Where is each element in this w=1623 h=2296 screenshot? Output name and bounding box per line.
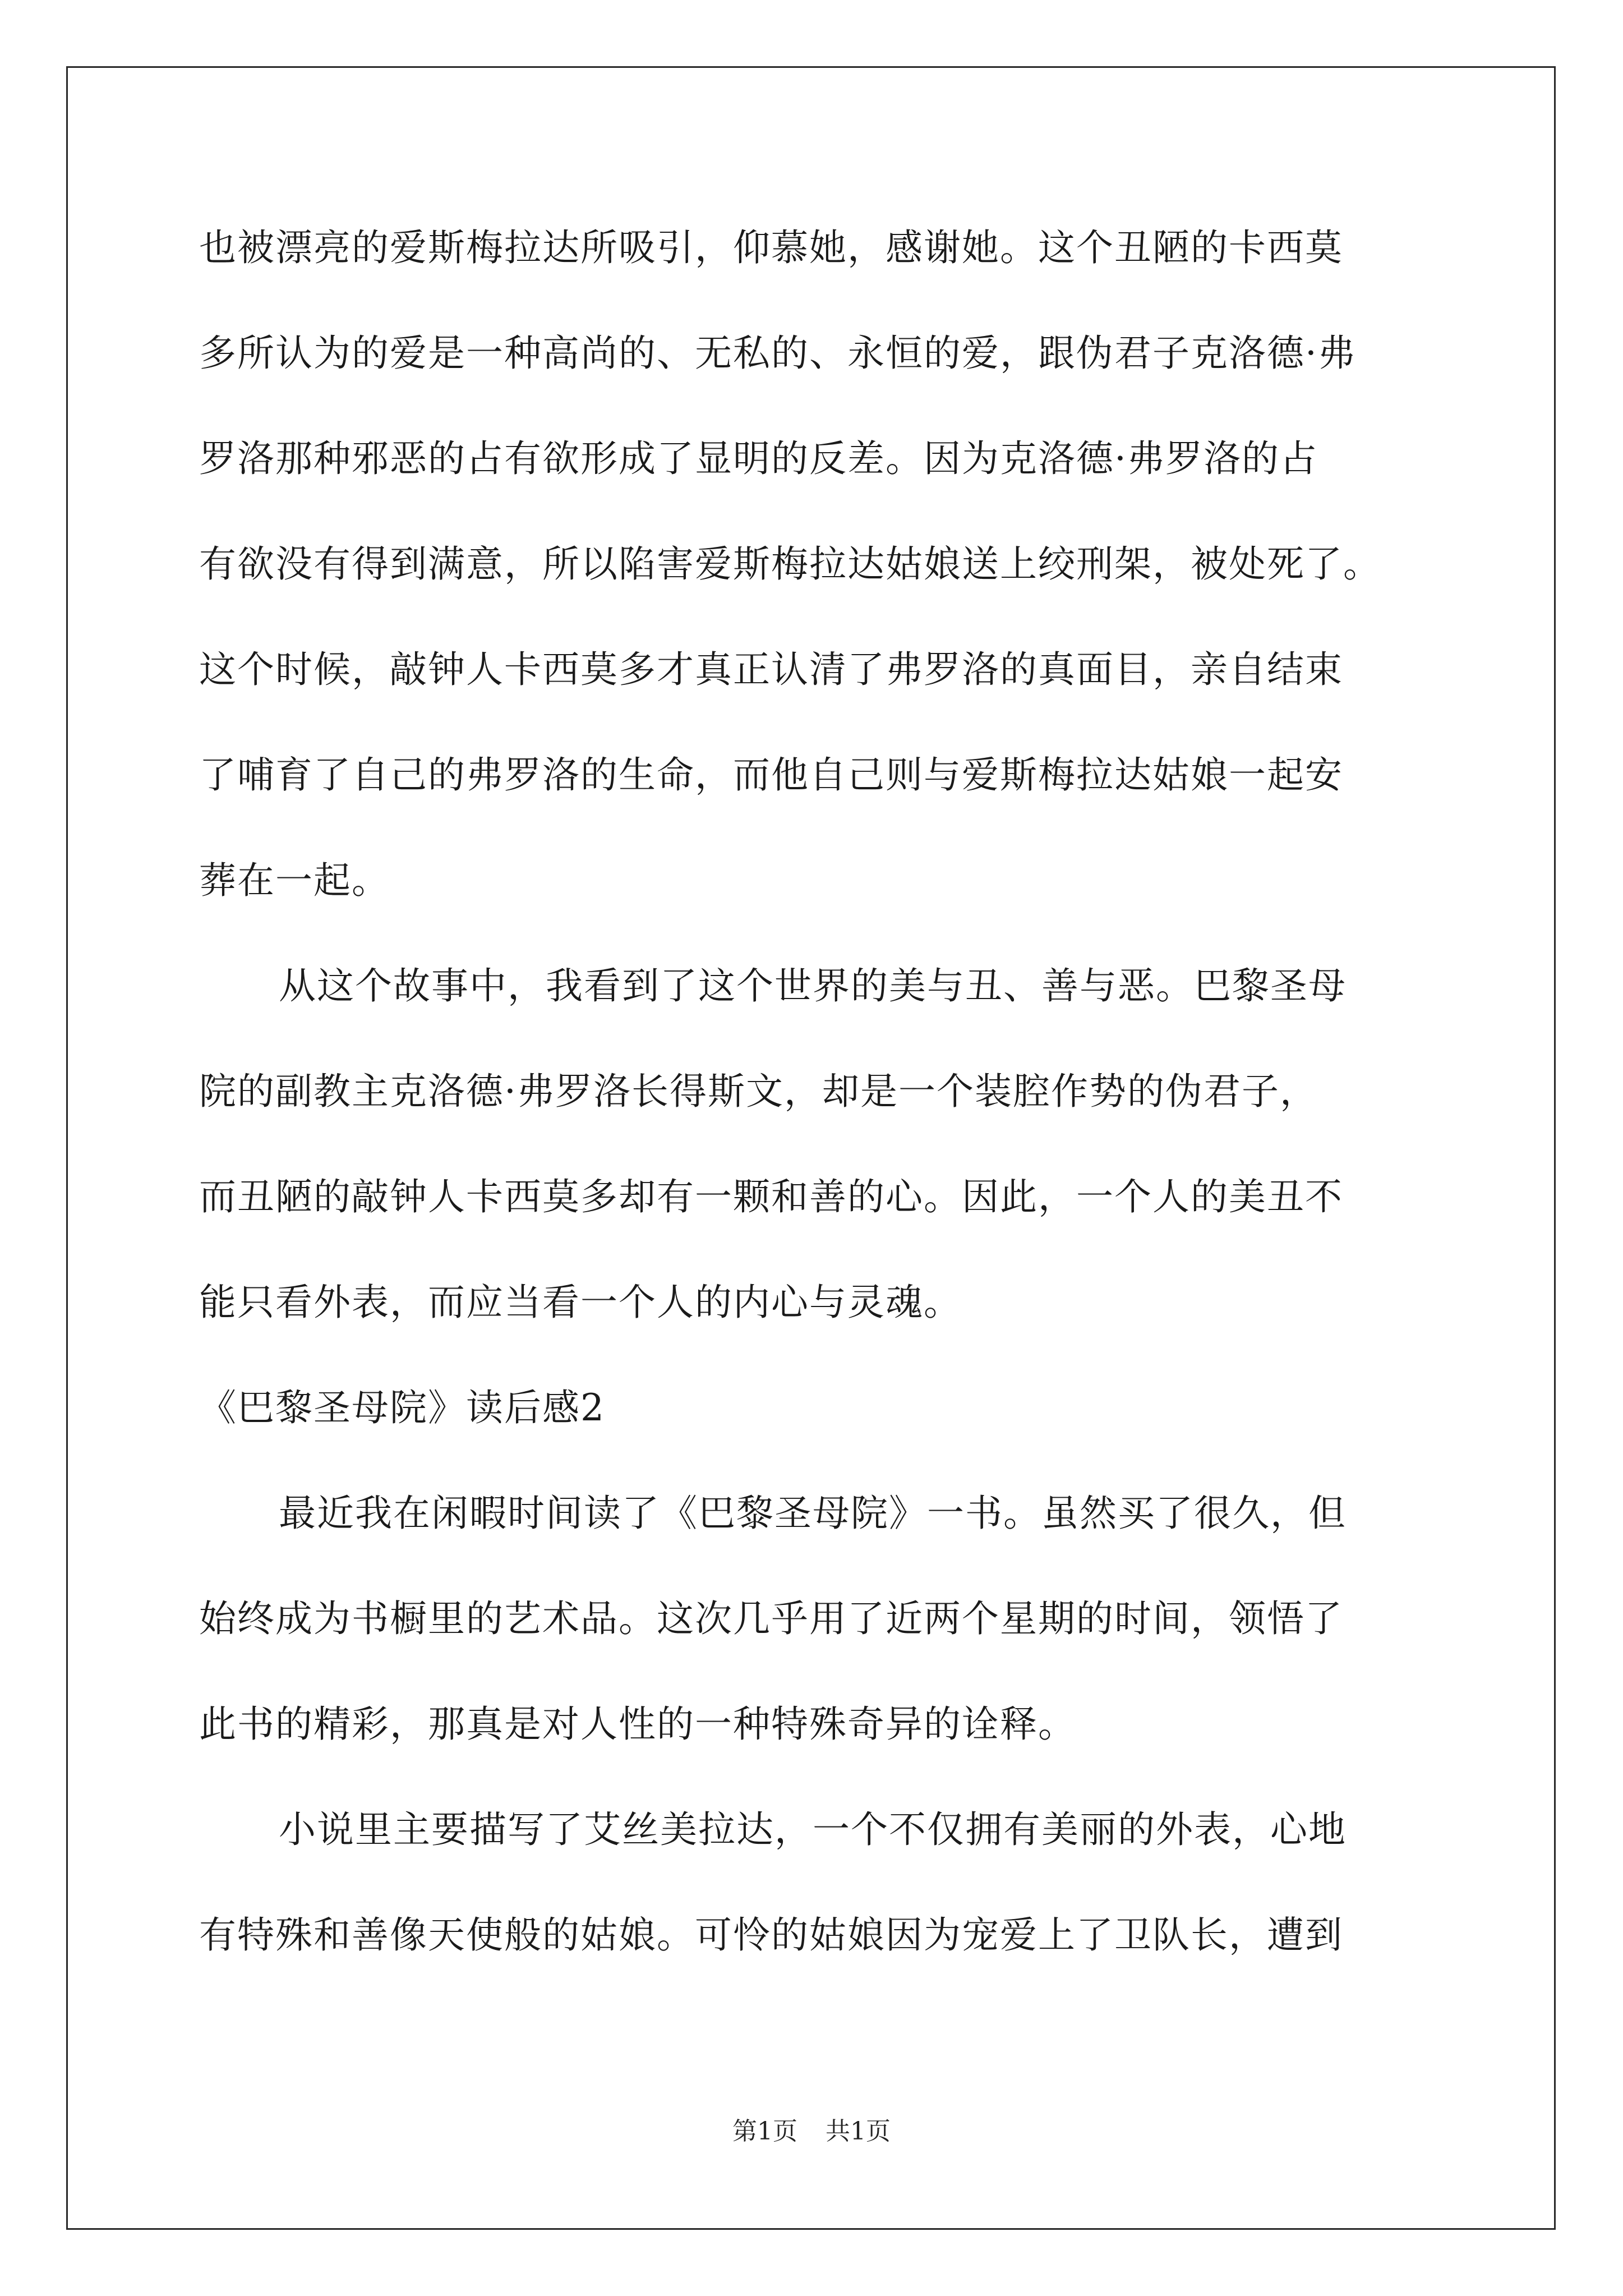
page-footer <box>0 2115 1623 2148</box>
text-line: 能只看外表，而应当看一个人的内心与灵魂。 <box>199 1281 962 1324</box>
paragraph-1 <box>199 222 1433 907</box>
text-line: 从这个故事中，我看到了这个世界的美与丑、善与恶。巴黎圣母 <box>279 964 1347 1007</box>
text-line: 也被漂亮的爱斯梅拉达所吸引，仰慕她，感谢她。这个丑陋的卡西莫 <box>199 226 1343 269</box>
text-line: 有特殊和善像天使般的姑娘。可怜的姑娘因为宠爱上了卫队长，遭到 <box>199 1913 1343 1957</box>
paragraph-2 <box>199 960 1433 1329</box>
text-line: 院的副教主克洛德·弗罗洛长得斯文，却是一个装腔作势的伪君子， <box>199 1070 1318 1113</box>
text-line: 这个时候，敲钟人卡西莫多才真正认清了弗罗洛的真面目，亲自结束 <box>199 648 1343 691</box>
document-body <box>199 222 1433 1962</box>
text-line: 了哺育了自己的弗罗洛的生命，而他自己则与爱斯梅拉达姑娘一起安 <box>199 753 1343 797</box>
paragraph-3 <box>199 1487 1433 1751</box>
text-line: 多所认为的爱是一种高尚的、无私的、永恒的爱，跟伪君子克洛德·弗 <box>199 332 1356 375</box>
text-line: 有欲没有得到满意，所以陷害爱斯梅拉达姑娘送上绞刑架，被处死了。 <box>199 542 1381 586</box>
text-line: 罗洛那种邪恶的占有欲形成了显明的反差。因为克洛德·弗罗洛的占 <box>199 437 1318 480</box>
text-line: 始终成为书橱里的艺术品。这次几乎用了近两个星期的时间，领悟了 <box>199 1597 1343 1640</box>
text-line: 最近我在闲暇时间读了《巴黎圣母院》一书。虽然买了很久，但 <box>279 1492 1347 1535</box>
text-line: 小说里主要描写了艾丝美拉达，一个不仅拥有美丽的外表，心地 <box>279 1808 1347 1851</box>
section-heading: 《巴黎圣母院》读后感2 <box>199 1386 605 1429</box>
text-line: 而丑陋的敲钟人卡西莫多却有一颗和善的心。因此，一个人的美丑不 <box>199 1175 1343 1218</box>
text-line: 此书的精彩，那真是对人性的一种特殊奇异的诠释。 <box>199 1703 1076 1746</box>
page-total: 共1页 <box>826 2117 891 2146</box>
page-number: 第1页 <box>732 2117 797 2146</box>
paragraph-4 <box>199 1803 1433 1962</box>
text-line: 葬在一起。 <box>199 859 390 902</box>
